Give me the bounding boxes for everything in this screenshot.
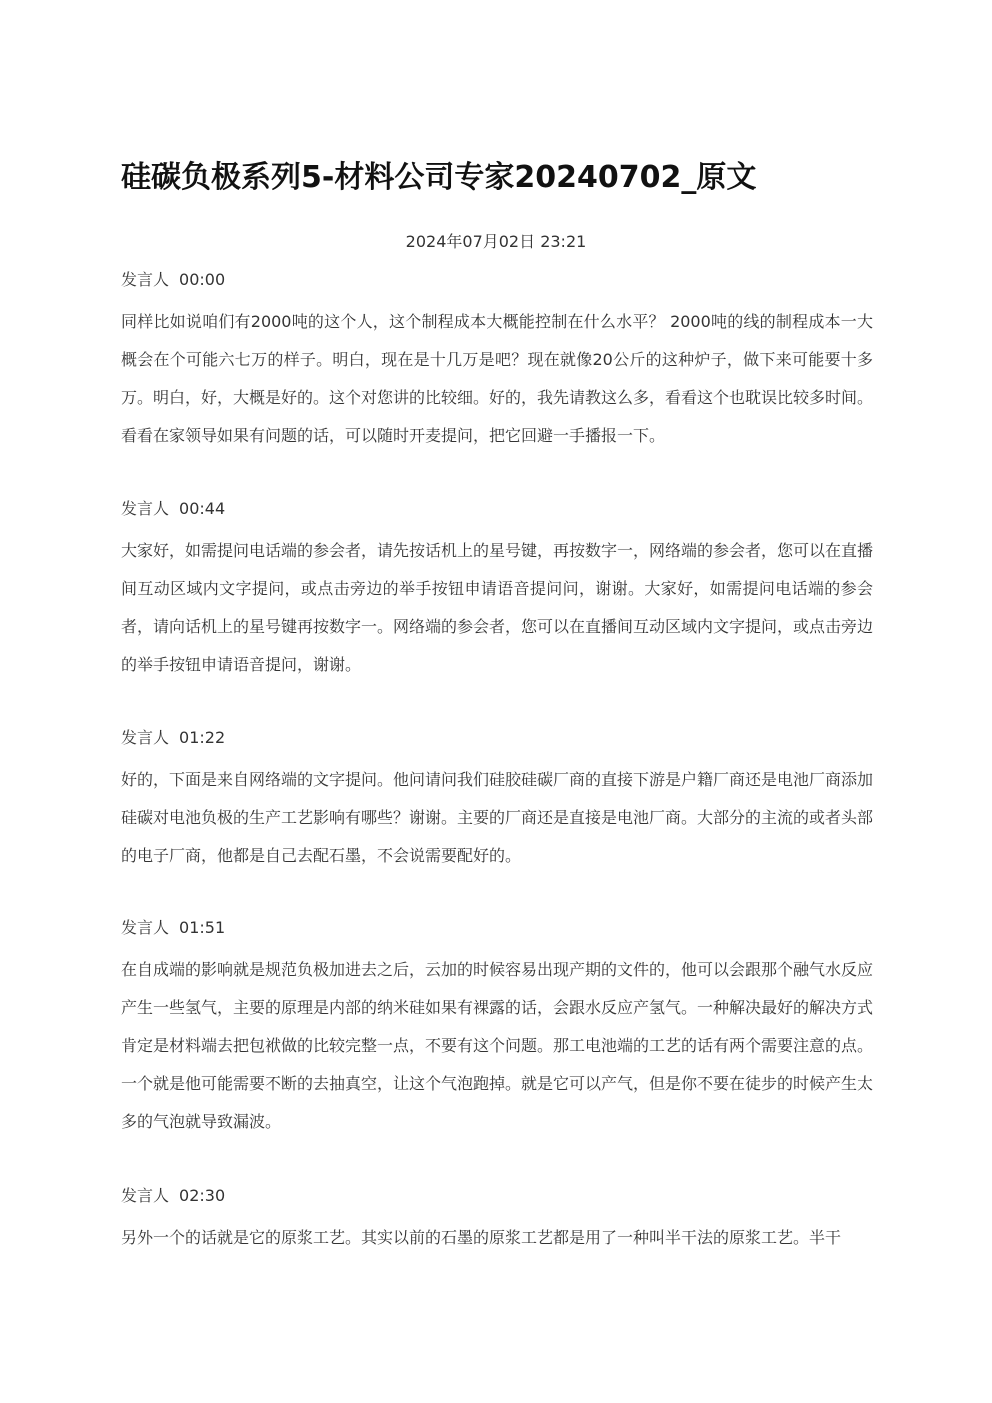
speaker-line (121, 268, 873, 292)
transcript-segment (121, 268, 873, 455)
transcript-segment (121, 497, 873, 684)
segment-text: 另外一个的话就是它的原浆工艺。其实以前的石墨的原浆工艺都是用了一种叫半干法的原浆工艺。半干 (121, 1228, 842, 1247)
segment-text: 大家好，如需提问电话端的参会者，请先按话机上的星号键，再按数字一，网络端的参会者，您可以在直播间互动区域内文字提问，或点击旁边的举手按钮申请语音提问问，谢谢。大家好，如需提问电话端的参会者，请向话机上的星号键再按数字一。网络端的参会者，您可以在直播间互动区域内文字提问，或点击旁边的举手按钮申请语音提问，谢谢。 (121, 541, 874, 674)
segment-text: 同样比如说咱们有2000吨的这个人，这个制程成本大概能控制在什么水平？ 2000吨的线的制程成本一大概会在个可能六七万的样子。明白，现在是十几万是吧？现在就像20公斤的这种炉子，做下来可能要十多万。明白，好，大概是好的。这个对您讲的比较细。好的，我先请教这么多，看看这个也耽误比较多时间。看看在家领导如果有问题的话，可以随时开麦提问，把它回避一手播报一下。 (121, 312, 874, 445)
segment-timestamp: 00:44 (179, 499, 226, 518)
transcript-segment (121, 726, 873, 875)
segment-text: 好的，下面是来自网络端的文字提问。他问请问我们硅胶硅碳厂商的直接下游是户籍厂商还是电池厂商添加硅碳对电池负极的生产工艺影响有哪些？谢谢。主要的厂商还是直接是电池厂商。大部分的主流的或者头部的电子厂商，他都是自己去配石墨，不会说需要配好的。 (121, 770, 874, 865)
speaker-line (121, 497, 873, 521)
speaker-line (121, 1184, 873, 1208)
speaker-name: 发言人 (121, 1186, 170, 1205)
speaker-name: 发言人 (121, 499, 170, 518)
speaker-name: 发言人 (121, 270, 170, 289)
speaker-name: 发言人 (121, 728, 170, 747)
document-title: 硅碳负极系列5-材料公司专家20240702_原文 (121, 160, 757, 195)
segment-text: 在自成端的影响就是规范负极加进去之后，云加的时候容易出现产期的文件的，他可以会跟那个融气水反应产生一些氢气，主要的原理是内部的纳米硅如果有裸露的话，会跟水反应产氢气。一种解决最好的解决方式肯定是材料端去把包袱做的比较完整一点，不要有这个问题。那工电池端的工艺的话有两个需要注意的点。一个就是他可能需要不断的去抽真空，让这个气泡跑掉。就是它可以产气，但是你不要在徒步的时候产生太多的气泡就导致漏波。 (121, 960, 874, 1131)
segment-timestamp: 01:51 (179, 918, 226, 937)
speaker-line (121, 726, 873, 750)
transcript-segment (121, 916, 873, 1141)
speaker-line (121, 916, 873, 940)
segment-timestamp: 01:22 (179, 728, 226, 747)
transcript-segment (121, 1184, 873, 1257)
segment-timestamp: 00:00 (179, 270, 226, 289)
segment-timestamp: 02:30 (179, 1186, 226, 1205)
speaker-name: 发言人 (121, 918, 170, 937)
document-date: 2024年07月02日 23:21 (405, 232, 587, 251)
